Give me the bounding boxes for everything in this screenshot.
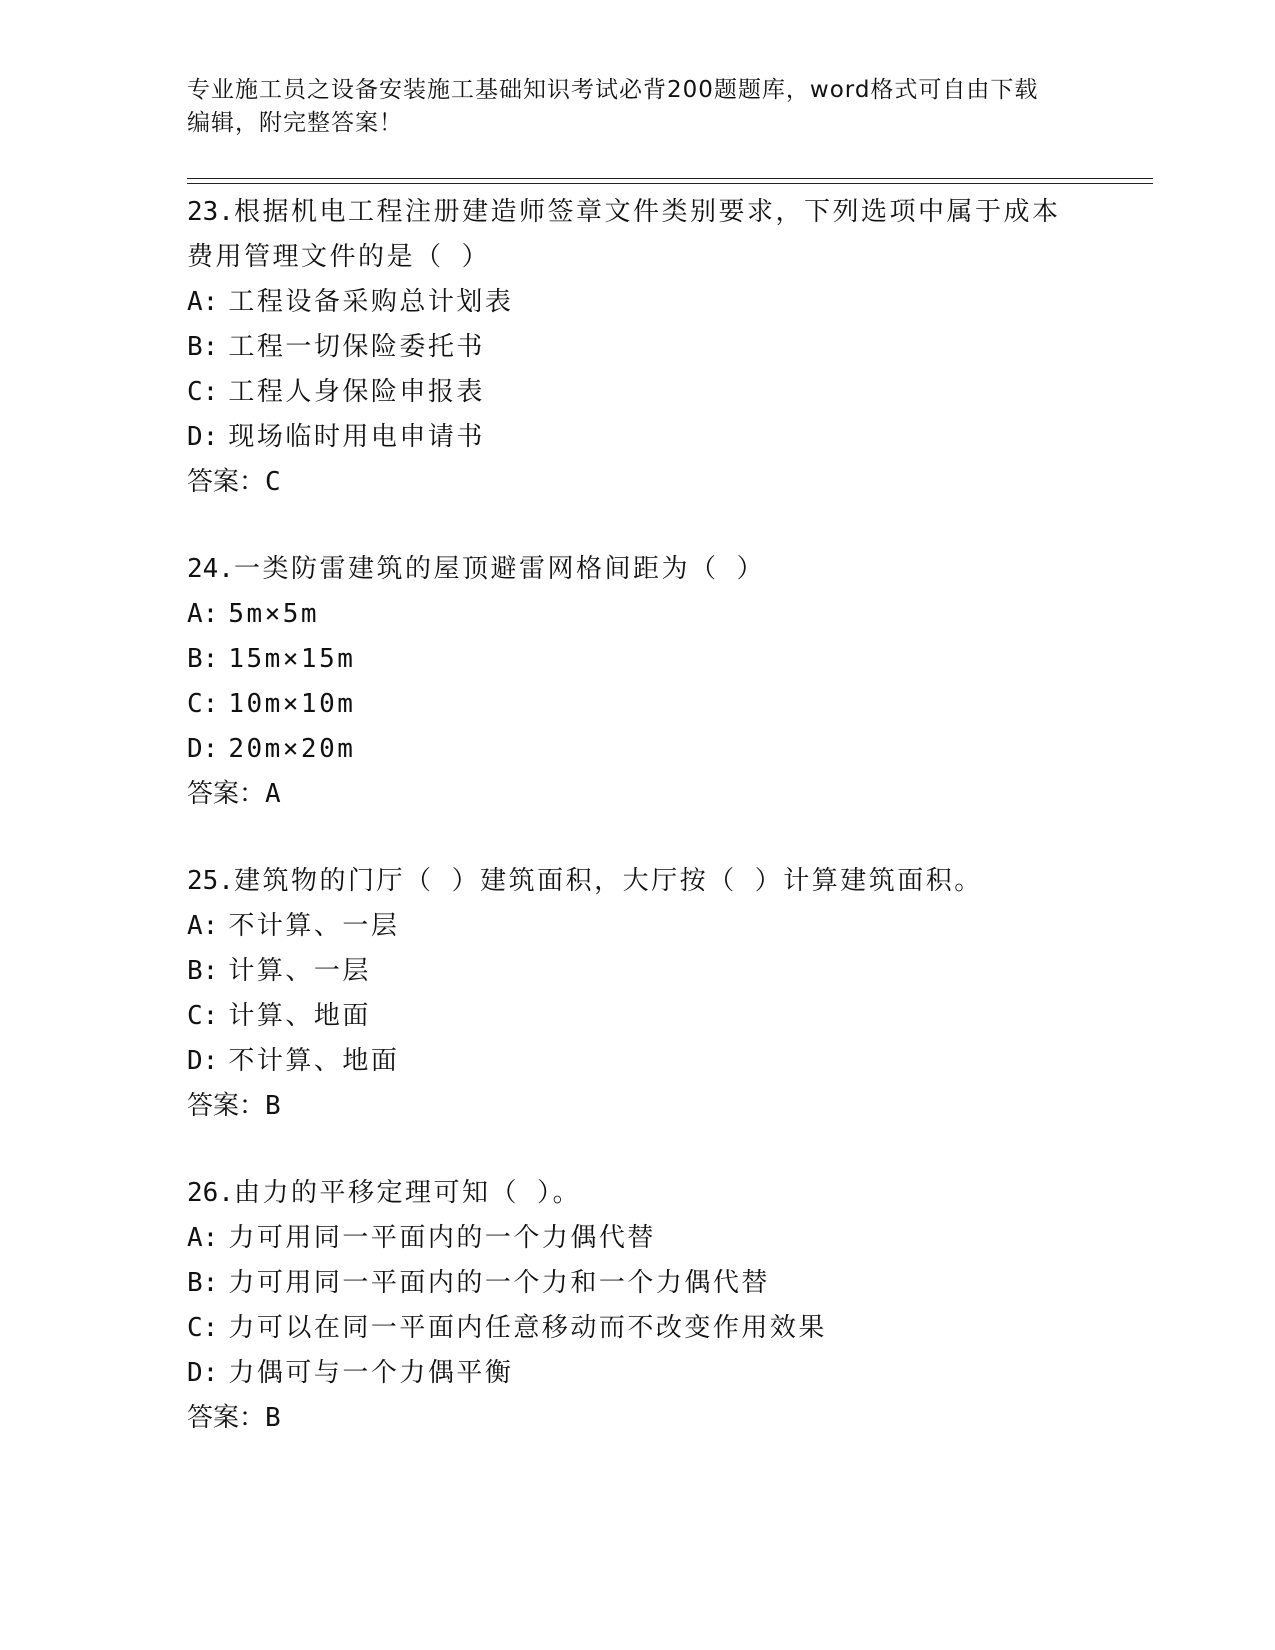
option-text: 10m×10m (228, 689, 356, 719)
question-23 (187, 190, 1153, 505)
option-letter: B: (187, 332, 219, 362)
option-text: 工程人身保险申报表 (228, 377, 485, 407)
answer-line (187, 772, 1153, 817)
option-c (187, 1306, 1153, 1351)
option-text: 计算、一层 (228, 956, 371, 986)
header-divider-bottom (187, 183, 1153, 184)
option-text: 力可用同一平面内的一个力和一个力偶代替 (228, 1268, 770, 1298)
option-letter: D: (187, 1358, 219, 1388)
option-text: 力偶可与一个力偶平衡 (228, 1358, 514, 1388)
answer-label: 答案： (187, 1091, 266, 1121)
question-24 (187, 547, 1153, 817)
question-stem-line-1: 由力的平移定理可知（ ）。 (233, 1178, 582, 1208)
question-number: 24. (187, 554, 234, 584)
option-c (187, 682, 1153, 727)
option-letter: B: (187, 644, 219, 674)
option-text: 力可用同一平面内的一个力偶代替 (228, 1223, 656, 1253)
option-d (187, 415, 1153, 460)
answer-line (187, 1084, 1153, 1129)
option-b (187, 949, 1153, 994)
question-stem (187, 1171, 1153, 1216)
option-a (187, 1216, 1153, 1261)
option-letter: B: (187, 1268, 219, 1298)
document-header (187, 74, 1087, 140)
answer-value: B (265, 1091, 281, 1121)
option-letter: C: (187, 1313, 219, 1343)
question-stem (187, 190, 1153, 235)
option-d (187, 1351, 1153, 1396)
option-letter: C: (187, 689, 219, 719)
option-b (187, 1261, 1153, 1306)
question-number: 25. (187, 866, 234, 896)
option-text: 不计算、地面 (228, 1046, 400, 1076)
option-letter: C: (187, 1001, 219, 1031)
option-a (187, 592, 1153, 637)
option-a (187, 280, 1153, 325)
question-stem-line-1: 根据机电工程注册建造师签章文件类别要求，下列选项中属于成本 (233, 197, 1061, 227)
option-b (187, 637, 1153, 682)
question-stem (187, 547, 1153, 592)
header-divider-top (187, 178, 1153, 179)
option-a (187, 904, 1153, 949)
answer-label: 答案： (187, 1403, 266, 1433)
answer-value: C (265, 467, 281, 497)
option-text: 现场临时用电申请书 (228, 422, 485, 452)
option-letter: D: (187, 1046, 219, 1076)
option-letter: A: (187, 911, 219, 941)
question-stem (187, 859, 1153, 904)
option-letter: B: (187, 956, 219, 986)
question-26 (187, 1171, 1153, 1441)
header-line-1: 专业施工员之设备安装施工基础知识考试必背200题题库，word格式可自由下载 (187, 77, 1039, 103)
question-stem-line-1: 建筑物的门厅（ ）建筑面积，大厅按（ ）计算建筑面积。 (233, 866, 983, 896)
option-c (187, 994, 1153, 1039)
option-c (187, 370, 1153, 415)
option-letter: A: (187, 287, 219, 317)
question-number: 23. (187, 197, 234, 227)
option-text: 力可以在同一平面内任意移动而不改变作用效果 (228, 1313, 827, 1343)
question-25 (187, 859, 1153, 1129)
option-text: 工程一切保险委托书 (228, 332, 485, 362)
option-d (187, 1039, 1153, 1084)
question-stem-line-1: 一类防雷建筑的屋顶避雷网格间距为（ ） (233, 554, 766, 584)
option-letter: D: (187, 734, 219, 764)
answer-value: A (265, 779, 281, 809)
question-list (187, 190, 1153, 1441)
option-b (187, 325, 1153, 370)
option-letter: A: (187, 599, 219, 629)
header-line-2: 编辑，附完整答案！ (187, 110, 403, 136)
option-text: 工程设备采购总计划表 (228, 287, 514, 317)
option-text: 5m×5m (228, 599, 320, 629)
option-text: 不计算、一层 (228, 911, 400, 941)
option-text: 15m×15m (228, 644, 356, 674)
option-text: 计算、地面 (228, 1001, 371, 1031)
question-stem-line-2: 费用管理文件的是（ ） (187, 242, 491, 272)
option-d (187, 727, 1153, 772)
question-number: 26. (187, 1178, 234, 1208)
answer-label: 答案： (187, 467, 266, 497)
option-letter: A: (187, 1223, 219, 1253)
answer-value: B (265, 1403, 281, 1433)
option-letter: D: (187, 422, 219, 452)
answer-line (187, 1396, 1153, 1441)
option-text: 20m×20m (228, 734, 356, 764)
answer-line (187, 460, 1153, 505)
answer-label: 答案： (187, 779, 266, 809)
option-letter: C: (187, 377, 219, 407)
